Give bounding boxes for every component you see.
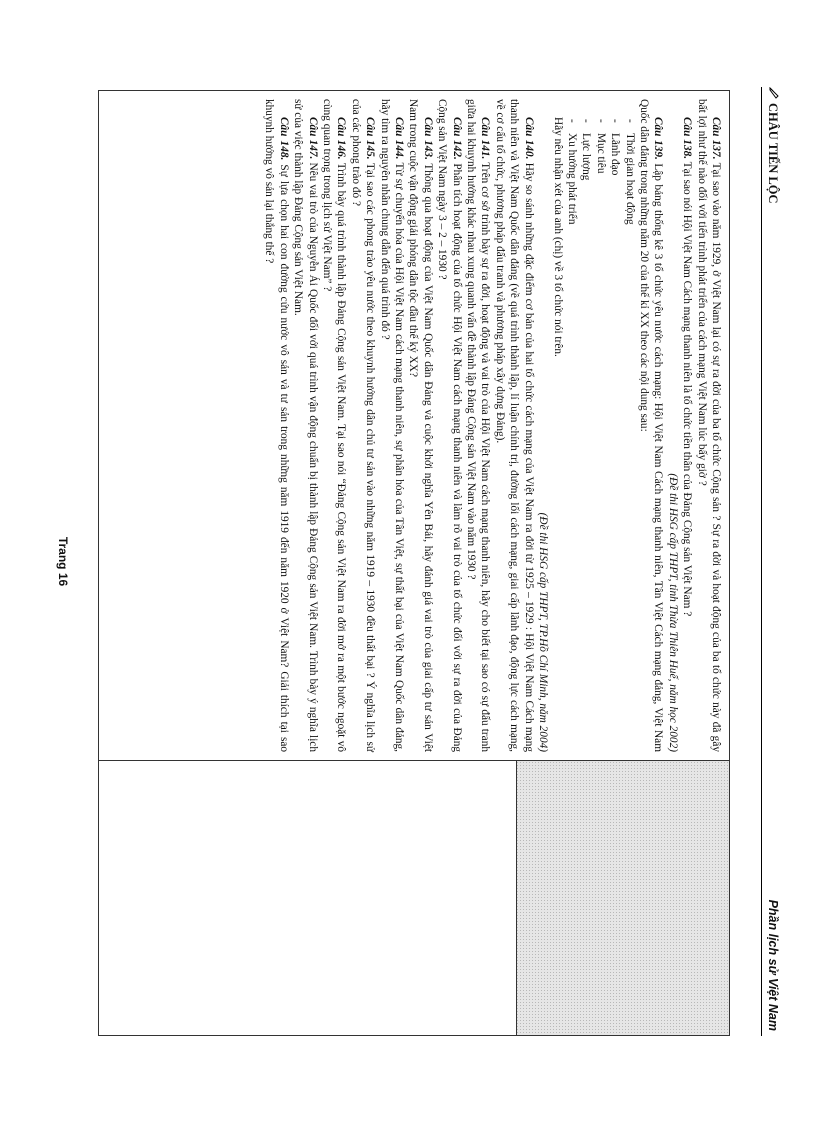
question-text: Thông qua hoạt động của Việt Nam Quốc dân Đảng và cuộc khởi nghĩa Yên Bái, hãy đánh giá vai trò của giai cấp tư sản Việt Nam trong cuộc vận động giải phóng dân tộc đầu thế kỷ XX? [407, 99, 434, 752]
question-item [406, 99, 435, 752]
question-number: Câu 143. [421, 117, 434, 160]
criteria-item: - Xu hướng phát triển [565, 133, 579, 752]
question-item [493, 99, 536, 752]
question-number: Câu 144. [393, 117, 406, 160]
pen-nib-icon [765, 87, 780, 99]
criteria-item: - Mục tiêu [593, 133, 607, 752]
criteria-list [565, 99, 637, 752]
question-number: Câu 137. [710, 117, 722, 160]
section-title: Phần lịch sử Việt Nam [766, 899, 780, 1031]
criteria-item: - Lãnh đạo [608, 133, 622, 752]
question-text: Sự lựa chọn hai con đường cứu nước vô sản và tư sản trong những năm 1919 đến năm 1920 ở Việt Nam? Giải thích tại sao khuynh hướng vô sản lại thắng thế ? [263, 99, 290, 753]
exam-source: (Đề thi HSG cấp THPT, tỉnh Thừa Thiên Huế, năm học 2002) [666, 473, 679, 752]
question-text: Tại sao nói Hội Việt Nam Cách mạng thanh niên là tổ chức tiền thân của Đảng Cộng sản Việt Nam ? [681, 159, 694, 617]
question-text: Hãy so sánh những đặc điểm cơ bản của hai tổ chức cách mạng của Việt Nam ra đời từ 1925 – 1929 : Hội Việt Nam Cách mạng thanh niên và Việt Nam Quốc dân đảng (về quá trình thành lập, lí luận chính trị, đường lối cách mạng, giai cấp lãnh đạo, động lực cách mạng, về cơ cấu tổ chức, phương pháp đấu tranh và phương pháp xây dựng Đảng). [493, 99, 535, 752]
header-rule [761, 87, 762, 1036]
question-number: Câu 138. [681, 117, 694, 160]
question-table [98, 90, 730, 1036]
criteria-item: - Lực lượng [579, 133, 593, 752]
question-item [291, 99, 320, 752]
question-item [348, 99, 377, 752]
instruction-text: Hãy nêu nhận xét của anh (chị) về 3 tổ chức nói trên. [551, 117, 564, 357]
question-number: Câu 146. [335, 117, 348, 160]
question-item [637, 99, 666, 752]
question-text: Phân tích hoạt động của tổ chức Hội Việt Nam cách mạng thanh niên và làm rõ vai trò của tổ chức đối với sự ra đời của Đảng Cộng sản Việt Nam ngày 3 – 2 – 1930 ? [436, 99, 463, 753]
criteria-item: - Thời gian hoạt động [622, 133, 636, 752]
question-item [464, 99, 493, 752]
shaded-note-cell [516, 761, 729, 1035]
question-item [262, 99, 291, 752]
question-item [377, 99, 406, 752]
question-item [694, 99, 723, 752]
question-text: Tại sao các phong trào yêu nước theo khuynh hướng dân chủ tư sản vào những năm 1919 – 1930 đều thất bại ? Ý nghĩa lịch sử của các phong trào đó ? [349, 99, 377, 753]
question-number: Câu 147. [306, 117, 319, 160]
question-item [435, 99, 464, 752]
notes-column [99, 761, 729, 1035]
question-number: Câu 142. [450, 117, 463, 160]
question-text: Nêu vai trò của Nguyễn Ái Quốc đối với quá trình vận động chuẩn bị thành lập Đảng Cộng sản Việt Nam. Trình bày ý nghĩa lịch sử của việc thành lập Đảng Cộng sản Việt Nam. [292, 99, 319, 752]
question-item [680, 99, 694, 752]
question-number: Câu 140. [522, 117, 535, 160]
question-text: Trên cơ sở trình bày sự ra đời, hoạt động và vai trò của Hội Việt Nam cách mạng thanh niên, hãy cho biết tại sao có sự đấu tranh giữa hai khuynh hướng khác nhau xung quanh vấn đề thành lập Đảng Cộng sản Việt Nam vào năm 1930 ? [465, 99, 492, 752]
question-text: Tại sao vào năm 1929, ở Việt Nam lại có sự ra đời của ba tổ chức Cộng sản ? Sự ra đời và hoạt động của ba tổ chức này đã gây bất lợi như thế nào đối với tiến trình phát triển của cách mạng Việt Nam lúc bấy giờ ? [695, 99, 722, 752]
question-number: Câu 145. [364, 117, 377, 160]
exam-source: (Đề thi HSG cấp THPT, TP.Hồ Chí Minh, năm 2004) [537, 512, 550, 752]
question-text: Trình bày quá trình thành lập Đảng Cộng sản Việt Nam. Tại sao nói “Đảng Cộng sản Việt Nam ra đời mở ra một bước ngoặt vô cùng quan trọng trong lịch sử Việt Nam” ? [321, 99, 348, 752]
question-number: Câu 141. [479, 117, 492, 160]
question-item [320, 99, 349, 752]
question-text: Lập bảng thống kê 3 tổ chức yêu nước cách mạng: Hội Việt Nam Cách mạng thanh niên, Tân Việt Cách mạng đảng, Việt Nam Quốc dân đảng trong những năm 20 của thế kỉ XX theo các nội dung sau: [637, 99, 665, 752]
author-header [765, 87, 780, 203]
page-number: Trang 16 [56, 536, 70, 587]
author-name: CHÂU TIẾN LỘC [766, 103, 780, 204]
question-text: Từ sự chuyển hóa của Hội Việt Nam cách mạng thanh niên, sự phân hóa của Tân Việt, sự thất bại của Việt Nam Quốc dân đảng, hãy tìm ra nguyên nhân chung dẫn đến quá trình đó ? [378, 99, 406, 752]
questions-column [99, 91, 729, 761]
question-number: Câu 139. [652, 117, 665, 160]
question-number: Câu 148. [277, 117, 290, 161]
